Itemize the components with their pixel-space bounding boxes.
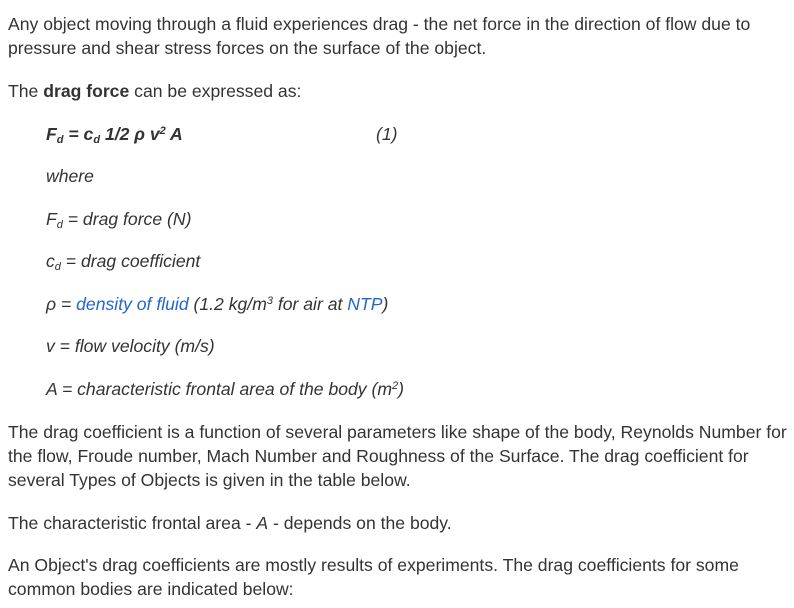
eq-c-sub: d bbox=[93, 134, 101, 146]
def-rho-end: ) bbox=[382, 294, 389, 314]
eq-v-sup: 2 bbox=[159, 125, 166, 137]
def-a-end: ) bbox=[398, 379, 404, 399]
drag-force-intro bbox=[8, 79, 788, 103]
def-fd-sub: d bbox=[56, 219, 63, 231]
def-rho-sup: 3 bbox=[266, 295, 273, 307]
def-rho-prefix: ρ = bbox=[46, 294, 77, 314]
def-cd-sym: c bbox=[46, 251, 55, 271]
def-a-text: A = characteristic frontal area of the body (m bbox=[46, 379, 393, 399]
def-a-sup: 2 bbox=[392, 380, 399, 392]
def-cd-sub: d bbox=[54, 261, 61, 273]
frontal-area-prefix: The characteristic frontal area - bbox=[8, 513, 257, 533]
drag-force-intro-suffix: can be expressed as: bbox=[129, 81, 302, 101]
intro-paragraph: Any object moving through a fluid experiences drag - the net force in the direction of flow due to pressure and shear stress forces on the surface of the object. bbox=[8, 14, 751, 58]
eq-f: F bbox=[46, 124, 57, 144]
density-of-fluid-link[interactable]: density of fluid bbox=[76, 294, 189, 314]
ntp-link[interactable]: NTP bbox=[347, 294, 383, 314]
def-fd-sym: F bbox=[46, 209, 57, 229]
def-cd-text: = drag coefficient bbox=[60, 251, 201, 271]
definition-rho bbox=[46, 292, 388, 316]
frontal-area-symbol: A bbox=[256, 513, 269, 533]
def-rho-mid2: for air at bbox=[272, 294, 348, 314]
definition-a bbox=[46, 377, 404, 401]
eq-mid: 1/2 ρ v bbox=[100, 124, 160, 144]
definition-cd bbox=[46, 249, 200, 273]
eq-f-sub: d bbox=[56, 134, 64, 146]
frontal-area-paragraph bbox=[8, 511, 788, 535]
where-label: where bbox=[46, 166, 94, 186]
drag-force-term: drag force bbox=[43, 81, 130, 101]
definition-fd bbox=[46, 207, 191, 231]
drag-coefficient-paragraph: The drag coefficient is a function of several parameters like shape of the body, Reynolds Number for the flow, Froude number, Mach Number and Roughness of the Surface. The drag coefficient for several Types of Objects is given in the table below. bbox=[8, 422, 787, 490]
drag-equation bbox=[46, 122, 398, 146]
def-fd-text: = drag force (N) bbox=[62, 209, 192, 229]
eq-end: A bbox=[165, 124, 183, 144]
definition-v: v = flow velocity (m/s) bbox=[46, 336, 215, 356]
equation-number: (1) bbox=[376, 124, 398, 144]
experiments-paragraph: An Object's drag coefficients are mostly results of experiments. The drag coefficients for some common bodies are indicated below: bbox=[8, 555, 739, 599]
drag-force-intro-prefix: The bbox=[8, 81, 44, 101]
frontal-area-suffix: - depends on the body. bbox=[268, 513, 452, 533]
eq-sign: = c bbox=[63, 124, 94, 144]
def-rho-mid: (1.2 kg/m bbox=[188, 294, 267, 314]
